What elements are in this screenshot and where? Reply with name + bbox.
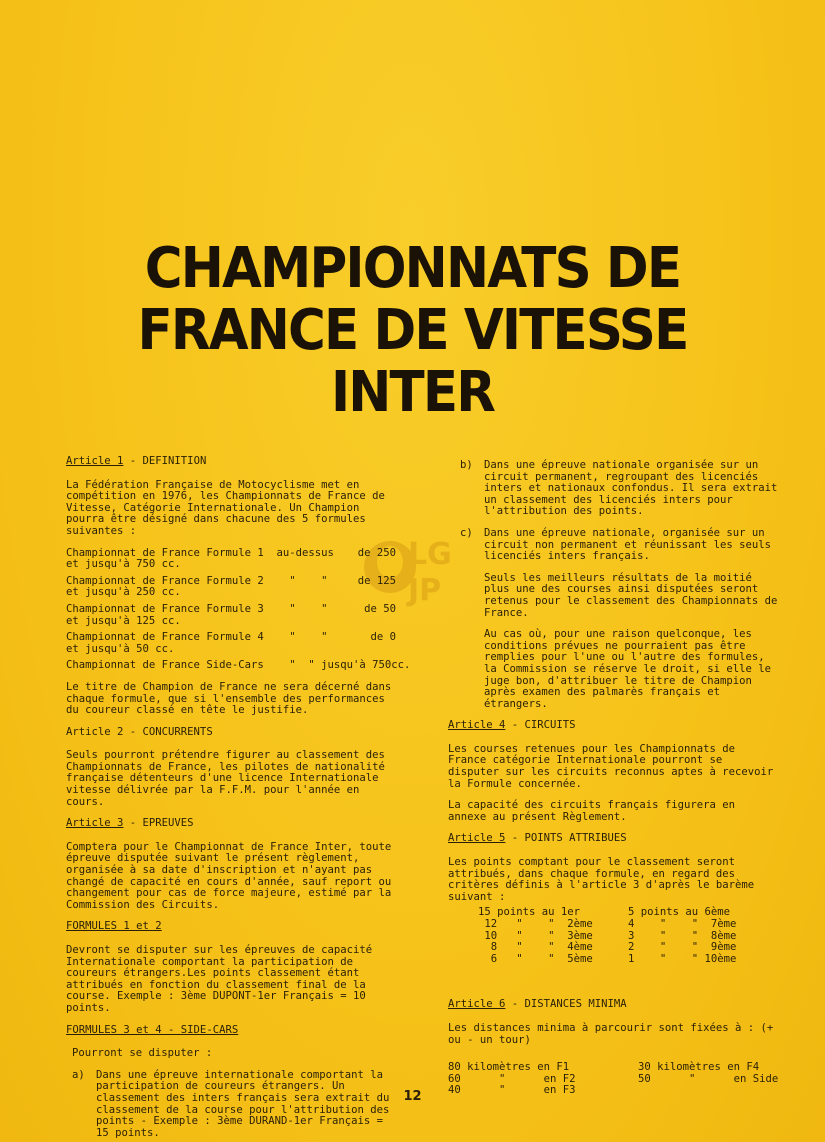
points-cell: 3 " " 8ème <box>628 929 737 942</box>
distance-cell: 60 " en F2 <box>448 1072 576 1085</box>
article-3-heading: Article 3 - EPREUVES <box>66 817 194 830</box>
championship-f2: Championnat de France Formule 2 " " de 125 et jusqu'à 250 cc. <box>66 574 396 599</box>
formules-1-2-text: Devront se disputer sur les épreuves de capacité Internationale comportant la participation de coureurs étrangers.Les points classement étant attribués en fonction du classement final de la course. Exemple : 3ème DUPONT-1er Français = 10 points. <box>66 944 373 1014</box>
right-column <box>448 460 778 1101</box>
points-cell: 12 " " 2ème <box>478 918 593 930</box>
svg-text:LG: LG <box>408 537 452 572</box>
points-cell: 15 points au 1er <box>478 906 581 919</box>
points-cell: 1 " " 10ème <box>628 952 737 965</box>
article-3-text: Comptera pour le Championnat de France Inter, toute épreuve disputée suivant le présent règlement, organisée à sa date d'inscription et n'ayant pas changé de capacité en cours d'année, sauf report ou changement pour cas de force majeure, estimé par la Commission des Circuits. <box>66 840 392 911</box>
article-2-text: Seuls pourront prétendre figurer au classement des Championnats de France, les pilotes de nationalité française détenteurs d'une licence Internationale vitesse délivrée par la F.F.M. pour l'année en cours. <box>66 749 385 808</box>
distance-cell: 50 " en Side <box>638 1072 779 1085</box>
page-number: 12 <box>403 1089 422 1104</box>
formules-1-2-heading: FORMULES 1 et 2 <box>66 920 162 933</box>
article-5-heading: Article 5 - POINTS ATTRIBUES <box>448 832 627 845</box>
title-line-2: FRANCE DE VITESSE <box>137 298 688 363</box>
article-6-text: Les distances minima à parcourir sont fixées à : (+ ou - un tour) <box>448 1021 774 1046</box>
championship-f4: Championnat de France Formule 4 " " de 0 et jusqu'à 50 cc. <box>66 631 396 655</box>
article-4-text: Les courses retenues pour les Championnats de France catégorie Internationale pourront se disputer sur les circuits reconnus aptes à recevoir la Formule concernée. <box>448 742 774 790</box>
championship-sidecar: Championnat de France Side-Cars " " jusqu'à 750cc. <box>66 659 411 672</box>
points-cell: 10 " " 3ème <box>478 929 593 942</box>
article-6-heading: Article 6 - DISTANCES MINIMA <box>448 998 627 1011</box>
page-title <box>33 238 792 424</box>
formules-3-4-heading: FORMULES 3 et 4 - SIDE-CARS <box>66 1023 239 1036</box>
championship-list <box>66 546 411 672</box>
points-cell: 2 " " 9ème <box>628 941 737 954</box>
seuls-text: Seuls les meilleurs résultats de la moitié plus une des courses ainsi disputées seront retenus pour le classement des Championnats de France. <box>484 571 778 619</box>
title-line-3: INTER <box>330 360 495 425</box>
points-cell: 5 points au 6ème <box>628 906 731 919</box>
article-2-heading: Article 2 - CONCURRENTS <box>66 725 213 738</box>
au-cas-text: Au cas où, pour une raison quelconque, les conditions prévues ne pourraient pas être remplies pour l'une ou l'autre des formules, la Commission se réserve le droit, si elle le juge bon, d'attribuer le titre de Champion après examen des palmarès français et étrangers. <box>484 628 772 710</box>
points-cell: 6 " " 5ème <box>478 952 593 965</box>
championship-f3: Championnat de France Formule 3 " " de 50 et jusqu'à 125 cc. <box>66 602 396 627</box>
item-a: a) Dans une épreuve internationale comportant la participation de coureurs étrangers. Un classement des inters français sera extrait du classement de la course pour l'attribution des points - Exemple : 3ème DURAND-1er Français = 15 points. <box>72 1068 390 1139</box>
article-4-heading: Article 4 - CIRCUITS <box>448 719 576 732</box>
points-cell: 4 " " 7ème <box>628 918 737 930</box>
item-b: b) Dans une épreuve nationale organisée sur un circuit permanent, regroupant des licenciés inters et nationaux confondus. Il sera extrait un classement des licenciés inters pour l'attribution des points. <box>460 459 778 518</box>
title-line-1: CHAMPIONNATS DE <box>144 236 681 301</box>
points-table <box>478 907 778 965</box>
points-cell: 8 " " 4ème <box>478 941 593 954</box>
article-5-text: Les points comptant pour le classement seront attribués, dans chaque formule, en regard des critères définis à l'article 3 d'après le barème suivant : <box>448 856 755 903</box>
distance-cell: 80 kilomètres en F1 <box>448 1061 570 1074</box>
capacite-text: La capacité des circuits français figurera en annexe au présent Règlement. <box>448 799 736 823</box>
distance-cell: 40 " en F3 <box>448 1084 576 1097</box>
svg-text:JP: JP <box>408 573 442 608</box>
pourront-label: Pourront se disputer : <box>72 1047 213 1060</box>
title-condition: Le titre de Champion de France ne sera décerné dans chaque formule, que si l'ensemble des performances du coureur classé en tête le justifie. <box>66 680 392 717</box>
championship-f1: Championnat de France Formule 1 au-dessus de 250 et jusqu'à 750 cc. <box>66 546 396 571</box>
article-1-intro: La Fédération Française de Motocyclisme met en compétition en 1976, les Championnats de France de Vitesse, Catégorie Internationale. Un Champion pourra être désigné dans chacune des 5 formules suivantes : <box>66 478 385 537</box>
left-column <box>66 455 411 1139</box>
distance-cell: 30 kilomètres en F4 <box>638 1061 760 1074</box>
item-c: c) Dans une épreuve nationale, organisée sur un circuit non permanent et réunissant les seuls licenciés inters français. <box>460 526 772 563</box>
article-1-heading: Article 1 - DEFINITION <box>66 455 207 467</box>
